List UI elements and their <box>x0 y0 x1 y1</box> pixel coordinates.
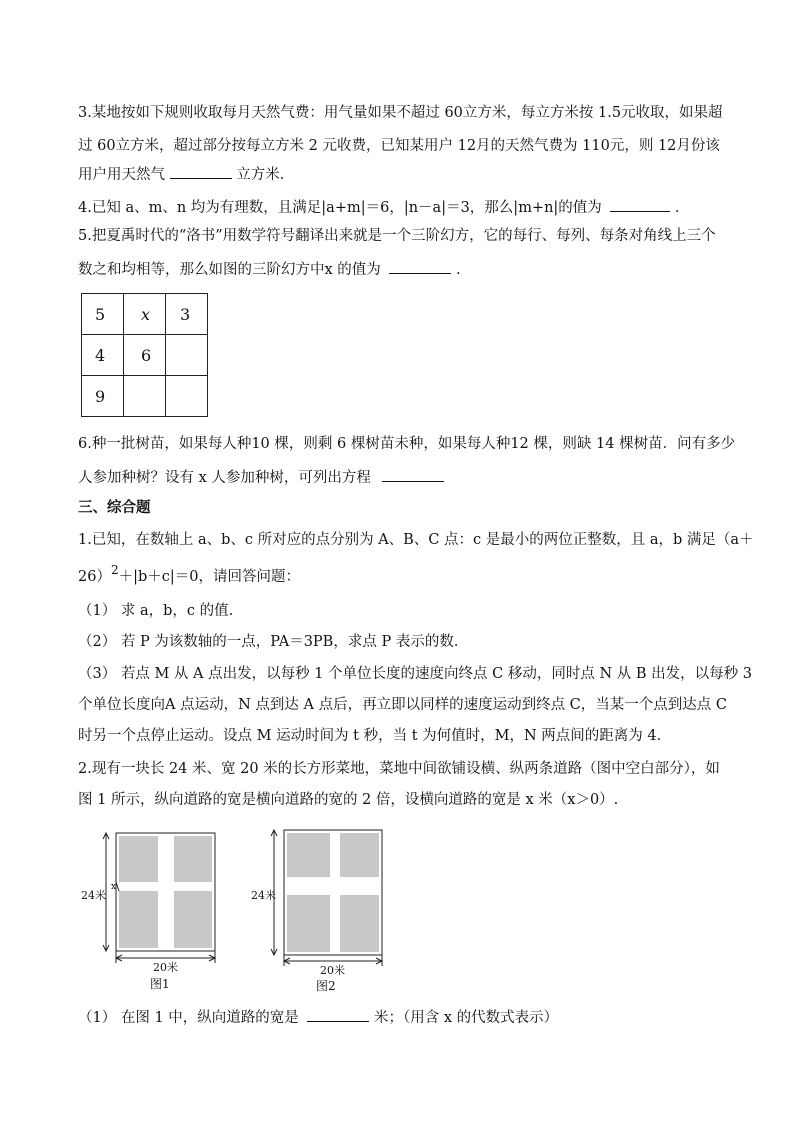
q5-answer-blank <box>389 259 451 274</box>
fig2-width-label: 20米 <box>320 964 345 977</box>
magic-row <box>82 294 208 335</box>
fig1-plot-top-left <box>119 836 158 882</box>
fig2-height-label: 24米 <box>251 889 276 902</box>
fig1-height-label: 24米 <box>81 889 106 902</box>
fig1-width-label: 20米 <box>153 961 178 974</box>
q6-answer-blank <box>382 467 444 482</box>
p1-line2-text-b: ＋|b＋c|＝0，请回答问题： <box>118 569 300 585</box>
fig1-plot-bottom-left <box>119 891 158 948</box>
q3-line1: 3.某地按如下规则收取每月天然气费：用气量如果不超过 60立方米，每立方米按 1.5元收取，如果超 <box>78 105 723 121</box>
figure-2 <box>248 826 398 996</box>
p1-sub3-line2: 个单位长度向A 点运动，N 点到达 A 点后，再立即以同样的速度运动到终点 C，当某一个点到达点 C <box>78 697 727 713</box>
magic-cell: 5 <box>82 294 124 335</box>
q5-line1: 5.把夏禹时代的“洛书”用数学符号翻译出来就是一个三阶幻方，它的每行、每列、每条对角线上三个 <box>78 228 716 244</box>
q5-line2-text-a: 数之和均相等，那么如图的三阶幻方中x 的值为 <box>78 262 381 278</box>
fig2-caption: 图2 <box>316 979 336 993</box>
q3-answer-blank <box>170 164 232 179</box>
p2-line1: 2.现有一块长 24 米、宽 20 米的长方形菜地，菜地中间欲铺设横、纵两条道路（图中空白部分），如 <box>78 761 720 777</box>
q4-line <box>78 197 690 218</box>
q5-line2-text-b: . <box>456 262 461 278</box>
q3-line3-text-a: 用户用天然气 <box>78 167 165 183</box>
magic-square <box>81 293 208 417</box>
p1-sub1: （1） 求 a，b，c 的值. <box>78 603 234 619</box>
p1-sub3-line1: （3） 若点 M 从 A 点出发，以每秒 1 个单位长度的速度向终点 C 移动，同时点 N 从 B 出发，以每秒 3 <box>78 666 752 682</box>
magic-cell: x <box>124 294 166 335</box>
fig2-plot-top-left <box>287 833 330 877</box>
q6-line1: 6.种一批树苗，如果每人种10 棵，则剩 6 棵树苗未种，如果每人种12 棵，则缺 14 棵树苗．问有多少 <box>78 436 736 452</box>
figure-2-diagram <box>248 826 398 996</box>
p1-line1: 1.已知，在数轴上 a、b、c 所对应的点分别为 A、B、C 点：c 是最小的两位正整数，且 a，b 满足（a＋ <box>78 532 754 548</box>
magic-cell: 6 <box>124 335 166 376</box>
q4-answer-blank <box>610 197 670 212</box>
fig1-road-label: x <box>111 882 117 892</box>
p2-sub1-text-a: （1） 在图 1 中，纵向道路的宽是 <box>78 1010 299 1026</box>
magic-cell: 9 <box>82 376 124 417</box>
figure-1 <box>78 826 228 996</box>
magic-row <box>82 376 208 417</box>
q6-line2-text-a: 人参加种树？设有 x 人参加种树，可列出方程 <box>78 470 371 486</box>
q3-line2: 过 60立方米，超过部分按每立方米 2 元收费，已知某用户 12月的天然气费为 110元，则 12月份该 <box>78 138 720 154</box>
section-heading: 三、综合题 <box>78 500 151 516</box>
q5-line2 <box>78 259 461 280</box>
p2-sub1-answer-blank <box>307 1007 369 1022</box>
fig1-plot-top-right <box>174 836 212 882</box>
fig1-plot-bottom-right <box>174 891 212 948</box>
p2-sub1 <box>78 1007 558 1028</box>
fig2-plot-top-right <box>340 833 379 877</box>
p1-line2 <box>78 563 300 587</box>
fig2-plot-bottom-right <box>340 895 379 952</box>
magic-cell <box>166 376 208 417</box>
p1-exponent: 2 <box>110 563 119 577</box>
p1-sub2: （2） 若 P 为该数轴的一点，PA＝3PB，求点 P 表示的数． <box>78 634 469 650</box>
magic-cell: 3 <box>166 294 208 335</box>
q4-text-a: 4.已知 a、m、n 均为有理数，且满足|a+m|＝6，|n－a|＝3，那么|m+n|的值为 <box>78 200 602 216</box>
p2-sub1-text-b: 米；（用含 x 的代数式表示） <box>374 1010 559 1026</box>
fig1-caption: 图1 <box>150 977 170 991</box>
q6-line2 <box>78 467 444 488</box>
q3-line3 <box>78 164 294 185</box>
figure-1-diagram <box>78 826 228 996</box>
q4-text-b: ． <box>675 200 690 216</box>
magic-row <box>82 335 208 376</box>
fig2-plot-bottom-left <box>287 895 330 952</box>
p1-sub3-line3: 时另一个点停止运动。设点 M 运动时间为 t 秒，当 t 为何值时，M，N 两点间的距离为 4． <box>78 728 672 744</box>
magic-cell <box>166 335 208 376</box>
magic-cell: 4 <box>82 335 124 376</box>
magic-cell <box>124 376 166 417</box>
p2-line2: 图 1 所示，纵向道路的宽是横向道路的宽的 2 倍，设横向道路的宽是 x 米（x＞0）. <box>78 792 619 808</box>
q3-line3-text-b: 立方米． <box>236 167 295 183</box>
p1-line2-text-a: 26） <box>78 569 111 585</box>
